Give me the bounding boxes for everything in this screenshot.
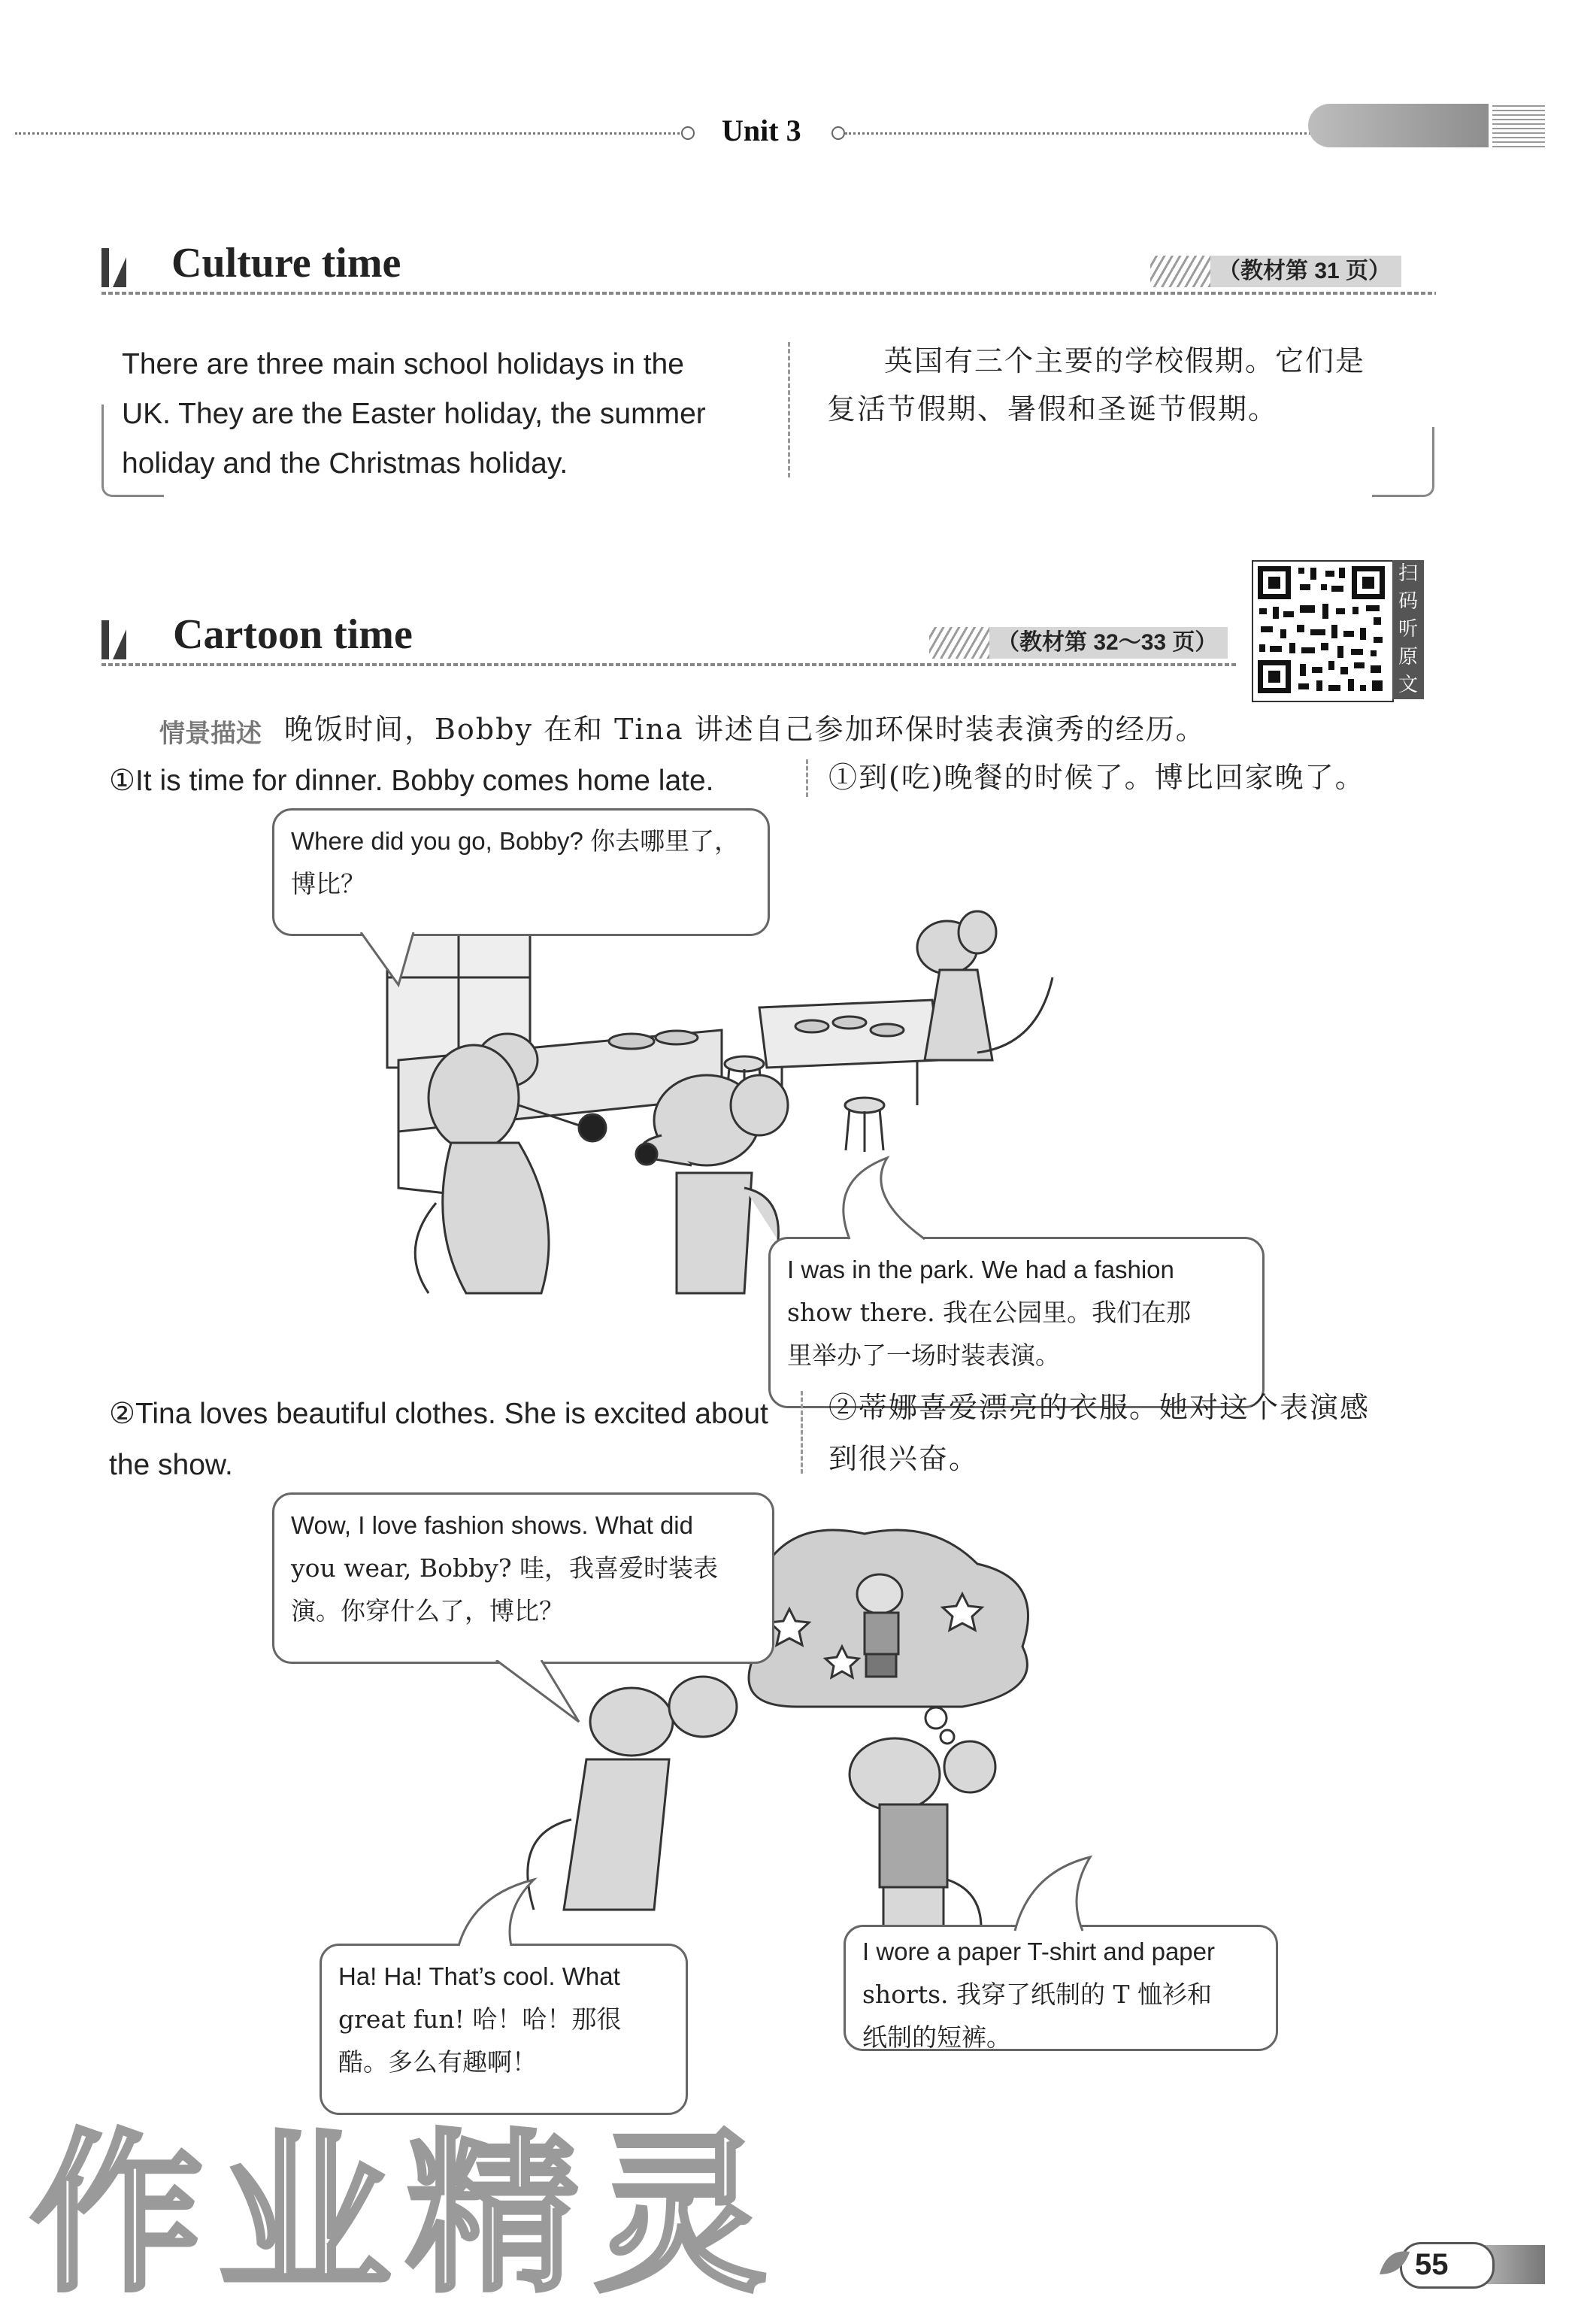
header-tab-stripes [1492, 104, 1545, 147]
speech-bubble-bobby-2 [844, 1925, 1278, 2051]
header-dot-left [681, 126, 695, 140]
speech-bubble-tina-2 [272, 1492, 774, 1664]
header-dot-right [831, 126, 845, 140]
culture-triangle-icon [113, 257, 126, 287]
unit-title: Unit 3 [722, 114, 801, 147]
scene-text: 晚饭时间，Bobby 在和 Tina 讲述自己参加环保时装表演秀的经历。 [284, 713, 1206, 746]
part2-divider [801, 1391, 803, 1474]
bubble-line: I wore a paper T-shirt and paper [862, 1938, 1215, 1965]
bubble-line: great fun! 哈！哈！那很 [338, 2004, 622, 2034]
culture-box-corner-right [1372, 427, 1434, 497]
scan-label[interactable] [1392, 560, 1424, 699]
scan-char: 码 [1398, 590, 1418, 613]
cartoon-triangle-icon [113, 629, 126, 659]
bubble-line: show there. 我在公园里。我们在那 [787, 1298, 1192, 1327]
part1-chinese: ①到(吃)晚餐的时候了。博比回家晚了。 [828, 761, 1365, 794]
culture-bar [101, 248, 109, 287]
scan-char: 文 [1398, 674, 1418, 696]
scan-char: 扫 [1398, 562, 1418, 585]
bubble-line: 演。你穿什么了，博比？ [291, 1596, 564, 1626]
cartoon-title: Cartoon time [173, 611, 413, 658]
culture-en-line: holiday and the Christmas holiday. [122, 447, 568, 480]
header-tab [1308, 104, 1489, 147]
scan-char: 原 [1398, 646, 1418, 668]
bubble-line: Ha! Ha! That’s cool. What [338, 1962, 620, 1990]
cartoon-rule [101, 663, 1238, 666]
part2-en-line: the show. [109, 1449, 233, 1481]
bubble-line: 里举办了一场时装表演。 [787, 1341, 1060, 1370]
culture-english [122, 340, 768, 489]
bubble2-tail [819, 1150, 940, 1241]
part2-en-line: ②Tina loves beautiful clothes. She is excited about [109, 1398, 768, 1430]
culture-en-line: UK. They are the Easter holiday, the summer [122, 398, 706, 430]
page-number: 55 [1415, 2248, 1449, 2281]
culture-zh-line: 复活节假期、暑假和圣诞节假期。 [827, 392, 1279, 426]
culture-page-ref: （教材第 31 页） [1150, 256, 1401, 287]
culture-chinese [827, 337, 1443, 433]
culture-title: Culture time [171, 240, 401, 286]
watermark: 作业精灵 [30, 2115, 783, 2316]
header-rule-right [845, 132, 1311, 135]
bubble4-tail [451, 1872, 556, 1947]
scene-label: 情景描述 [159, 719, 262, 749]
cartoon-bar [101, 620, 109, 659]
culture-divider [788, 342, 790, 477]
part1-english: ①It is time for dinner. Bobby comes home late. [109, 765, 714, 797]
speech-bubble-tina-1 [272, 808, 770, 936]
bubble-line: Wow, I love fashion shows. What did [291, 1511, 693, 1539]
bubble1-tail [353, 932, 444, 992]
header-rule-left [15, 132, 684, 135]
scan-char: 听 [1398, 618, 1418, 641]
bubble5-tail [1000, 1850, 1113, 1932]
cartoon-page-ref: （教材第 32～33 页） [929, 627, 1228, 659]
part2-zh-line: ②蒂娜喜爱漂亮的衣服。她对这个表演感 [828, 1391, 1371, 1424]
bubble-line: Where did you go, Bobby? 你去哪里了， [291, 827, 740, 855]
bubble-line: shorts. 我穿了纸制的 T 恤衫和 [862, 1980, 1212, 2009]
leaf-icon [1376, 2244, 1413, 2282]
culture-zh-line: 英国有三个主要的学校假期。它们是 [884, 344, 1366, 377]
part2-zh-line: 到很兴奋。 [828, 1442, 980, 1475]
part2-english [109, 1389, 768, 1491]
bubble-line: you wear, Bobby? 哇，我喜爱时装表 [291, 1553, 719, 1583]
part2-chinese [828, 1382, 1370, 1484]
bubble-line: 酷。多么有趣啊！ [338, 2047, 537, 2077]
qr-code-icon[interactable] [1252, 560, 1394, 702]
bubble-line: 博比？ [291, 869, 365, 898]
culture-en-line: There are three main school holidays in the [122, 348, 684, 380]
part1-divider [806, 759, 808, 797]
bubble-line: I was in the park. We had a fashion [787, 1256, 1174, 1283]
bubble-line: 纸制的短裤。 [862, 2023, 1011, 2052]
bubble3-tail [489, 1660, 586, 1728]
